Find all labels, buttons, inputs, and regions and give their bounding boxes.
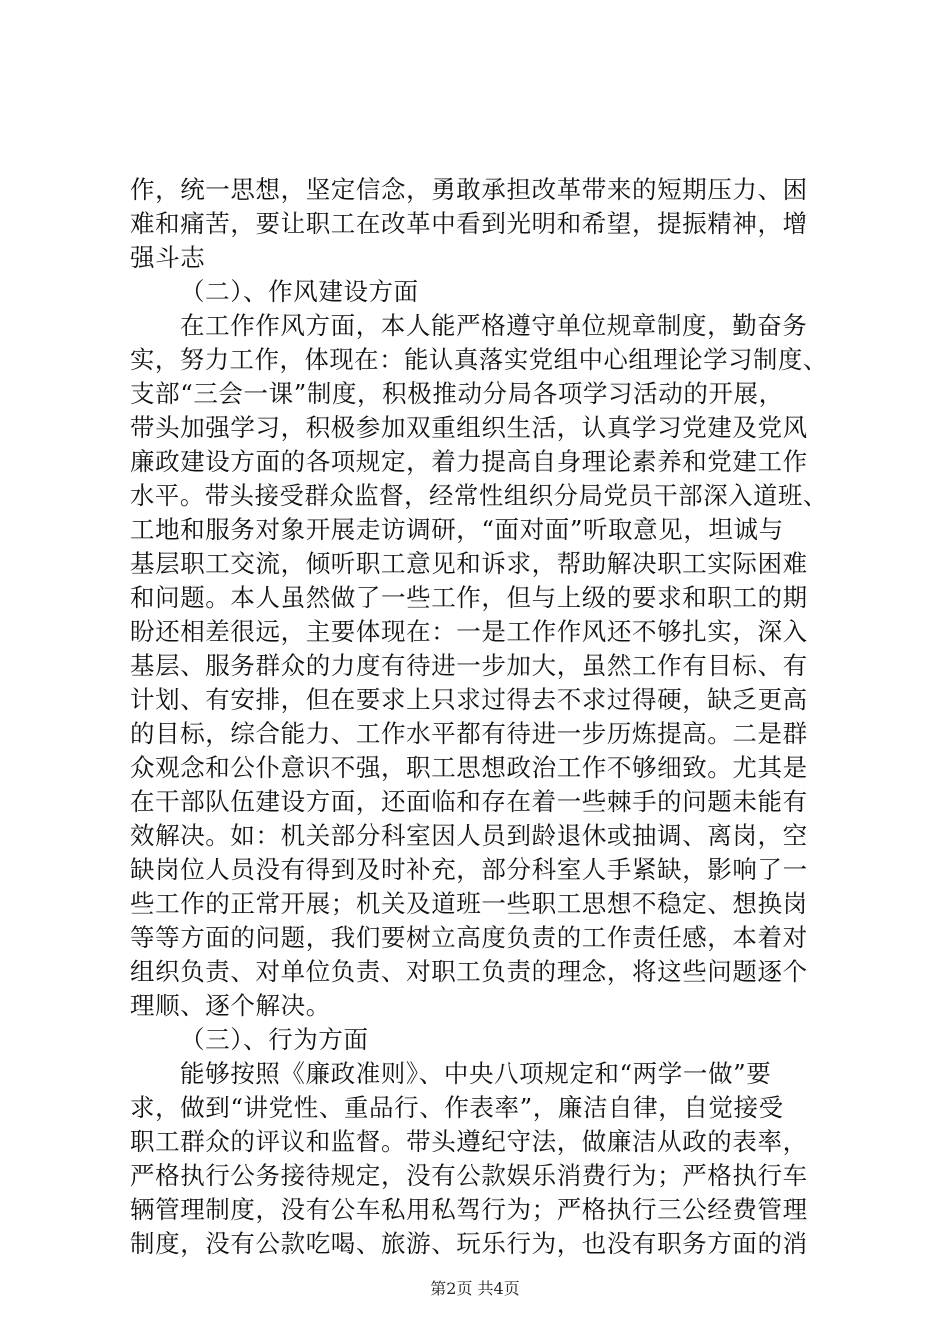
- text-line: 辆管理制度，没有公车私用私驾行为；严格执行三公经费管理: [130, 1195, 808, 1224]
- text-line: 基层职工交流，倾听职工意见和诉求，帮助解决职工实际困难: [130, 549, 808, 578]
- text-line: 难和痛苦，要让职工在改革中看到光明和希望，提振精神，增: [130, 209, 808, 238]
- text-line: 理顺、逐个解决。: [130, 991, 331, 1020]
- text-line: 职工群众的评议和监督。带头遵纪守法，做廉洁从政的表率，: [130, 1127, 808, 1156]
- text-line: 的目标，综合能力、工作水平都有待进一步历炼提高。二是群: [130, 719, 808, 748]
- text-line: 强斗志: [130, 243, 206, 272]
- section-heading: （二）、作风建设方面: [180, 277, 419, 306]
- text-line: 实，努力工作，体现在：能认真落实党组中心组理论学习制度、: [130, 345, 828, 374]
- text-line: 在工作作风方面，本人能严格遵守单位规章制度，勤奋务: [180, 311, 808, 340]
- text-line: 带头加强学习，积极参加双重组织生活，认真学习党建及党风: [130, 413, 808, 442]
- text-line: 能够按照《廉政准则》、中央八项规定和“两学一做”要: [180, 1059, 772, 1088]
- text-line: 些工作的正常开展；机关及道班一些职工思想不稳定、想换岗: [130, 889, 808, 918]
- section-heading: （三）、行为方面: [180, 1025, 369, 1054]
- text-line: 基层、服务群众的力度有待进一步加大，虽然工作有目标、有: [130, 651, 808, 680]
- text-line: 组织负责、对单位负责、对职工负责的理念，将这些问题逐个: [130, 957, 808, 986]
- text-line: 作，统一思想，坚定信念，勇敢承担改革带来的短期压力、困: [130, 175, 808, 204]
- text-line: 缺岗位人员没有得到及时补充，部分科室人手紧缺，影响了一: [130, 855, 808, 884]
- text-line: 严格执行公务接待规定，没有公款娱乐消费行为；严格执行车: [130, 1161, 808, 1190]
- text-line: 在干部队伍建设方面，还面临和存在着一些棘手的问题未能有: [130, 787, 808, 816]
- text-line: 效解决。如：机关部分科室因人员到龄退休或抽调、离岗，空: [130, 821, 808, 850]
- text-line: 工地和服务对象开展走访调研，“面对面”听取意见，坦诚与: [130, 515, 784, 544]
- text-line: 制度，没有公款吃喝、旅游、玩乐行为，也没有职务方面的消: [130, 1229, 808, 1258]
- text-line: 盼还相差很远，主要体现在：一是工作作风还不够扎实，深入: [130, 617, 808, 646]
- text-line: 廉政建设方面的各项规定，着力提高自身理论素养和党建工作: [130, 447, 808, 476]
- text-line: 等等方面的问题，我们要树立高度负责的工作责任感，本着对: [130, 923, 808, 952]
- text-line: 水平。带头接受群众监督，经常性组织分局党员干部深入道班、: [130, 481, 828, 510]
- text-line: 和问题。本人虽然做了一些工作，但与上级的要求和职工的期: [130, 583, 808, 612]
- text-line: 众观念和公仆意识不强，职工思想政治工作不够细致。尤其是: [130, 753, 808, 782]
- text-line: 求，做到“讲党性、重品行、作表率”，廉洁自律，自觉接受: [130, 1093, 784, 1122]
- text-line: 计划、有安排，但在要求上只求过得去不求过得硬，缺乏更高: [130, 685, 808, 714]
- text-line: 支部“三会一课”制度，积极推动分局各项学习活动的开展，: [130, 379, 784, 408]
- page-number-footer: 第2页 共4页: [430, 1279, 520, 1298]
